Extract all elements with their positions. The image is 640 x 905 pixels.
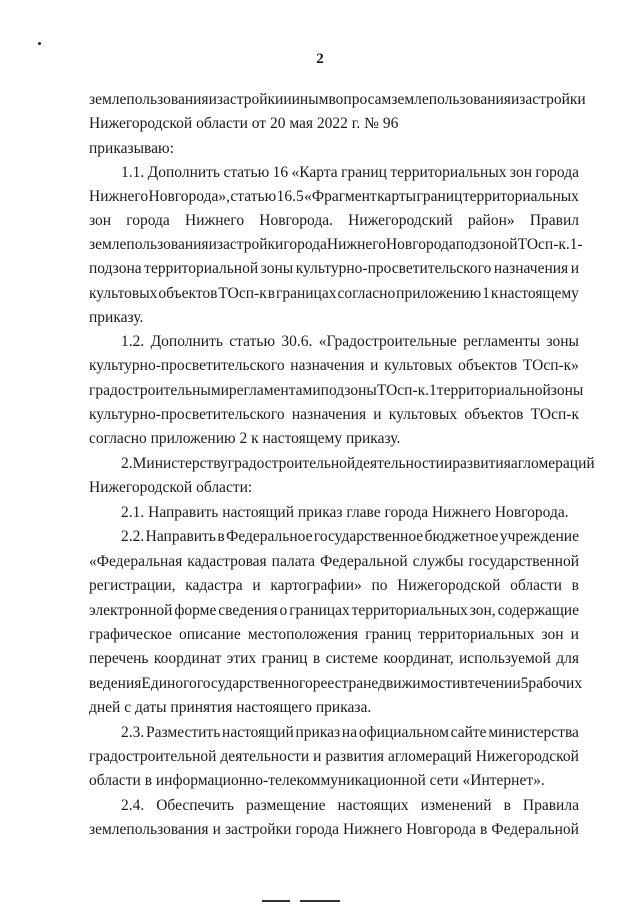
p11-line-4 xyxy=(89,236,583,254)
word: границах xyxy=(275,285,337,302)
word: «Карта xyxy=(291,164,338,181)
word: учреждение xyxy=(499,528,579,545)
word: в xyxy=(479,821,488,838)
word: объектов xyxy=(458,357,518,374)
word: Федеральной xyxy=(491,821,579,838)
word: картографии» xyxy=(270,577,362,594)
word: используемой xyxy=(458,650,551,667)
word: район» xyxy=(467,212,515,229)
word: ТОсп-к.1 xyxy=(376,382,437,399)
word: для xyxy=(556,650,579,667)
word: и xyxy=(208,91,217,108)
word: Новгорода», xyxy=(148,188,230,205)
word: назначения xyxy=(291,406,367,423)
word: в xyxy=(503,797,511,814)
word: службы xyxy=(412,553,464,570)
word: течении xyxy=(467,675,521,692)
word: ТОсп-к xyxy=(218,285,267,302)
word: Федеральной xyxy=(320,553,408,570)
word: вопросам xyxy=(328,91,392,108)
word: изменений xyxy=(420,797,492,814)
word: и xyxy=(208,236,217,253)
word: в xyxy=(312,650,321,667)
word: Новгорода xyxy=(385,236,456,253)
scan-artifact-2 xyxy=(300,900,340,902)
scan-artifact-1 xyxy=(262,900,290,902)
word: реестра xyxy=(312,675,364,692)
p2-line-2: Нижегородской области: xyxy=(89,479,253,496)
p12-line-4 xyxy=(89,406,579,424)
page-number: 2 xyxy=(316,51,324,67)
p22-line-7 xyxy=(89,675,583,693)
word: о xyxy=(279,602,288,619)
word: территориальных xyxy=(462,188,579,205)
word: бюджетное xyxy=(424,528,499,545)
p22-line-6 xyxy=(89,650,579,668)
p12-line-5: согласно приложению 2 к настоящему приказу. xyxy=(89,430,401,447)
p24-line-2 xyxy=(89,821,579,839)
word: зоны xyxy=(550,382,584,399)
word: территориальной xyxy=(436,382,551,399)
word: подзоной xyxy=(455,236,518,253)
word: приложению xyxy=(396,285,482,302)
word: границ xyxy=(416,188,463,205)
word: территориальных xyxy=(418,626,535,643)
word: Федеральное xyxy=(226,528,313,545)
word: Нижнего xyxy=(185,212,245,229)
word: и xyxy=(443,455,453,472)
word: границ xyxy=(365,626,412,643)
word: 16.5 xyxy=(276,188,304,205)
word: застройки xyxy=(224,821,292,838)
word: границ xyxy=(341,164,387,181)
p2-line-1 xyxy=(89,455,595,473)
word: министерства xyxy=(488,724,579,741)
word: графическое xyxy=(89,626,172,643)
word: государственного xyxy=(196,675,313,692)
word: содержащие xyxy=(497,602,579,619)
word: электронной xyxy=(89,602,173,619)
p11-line-1 xyxy=(89,164,579,182)
word: настоящий xyxy=(222,724,294,741)
word: развития xyxy=(452,455,511,472)
word: 2. xyxy=(121,455,133,472)
word: 2.2. xyxy=(121,528,145,545)
word: культовых xyxy=(89,285,158,302)
word: города xyxy=(126,212,170,229)
word: Дополнить xyxy=(147,164,221,181)
word: 5 xyxy=(520,675,529,692)
word: культовых xyxy=(384,357,453,374)
p22-line-4 xyxy=(89,602,579,620)
word: сайте xyxy=(450,724,487,741)
p21-line: 2.1. Направить настоящий приказ главе города Нижнего Новгорода. xyxy=(121,504,569,521)
word: 1.1. xyxy=(121,164,145,181)
word: в xyxy=(267,285,276,302)
word: области xyxy=(510,577,562,594)
word: 2.3. xyxy=(121,724,145,741)
word: регистрации, xyxy=(89,577,176,594)
p22-line-3 xyxy=(89,577,579,595)
p23-line-1 xyxy=(89,724,579,742)
word: «Градостроительные xyxy=(318,333,457,350)
word: подзоны xyxy=(320,382,377,399)
word: Министерству xyxy=(132,455,228,472)
p11-line-6 xyxy=(89,285,579,303)
word: настоящему xyxy=(499,285,579,302)
word: Нижнего xyxy=(326,236,386,253)
word: территориальной xyxy=(144,260,259,277)
word: официальном xyxy=(358,724,449,741)
p23-line-3: области в информационно-телекоммуникационной сети «Интернет». xyxy=(89,772,545,789)
p24-line-1 xyxy=(89,797,579,815)
word: на xyxy=(341,724,358,741)
p22-line-1 xyxy=(89,528,579,546)
word: и xyxy=(373,406,382,423)
word: Нижегородской xyxy=(475,748,579,765)
word: границ xyxy=(261,650,308,667)
word: 16 xyxy=(272,164,289,181)
word: палата xyxy=(271,553,316,570)
scan-speck xyxy=(38,42,41,45)
p11-line-7: приказу. xyxy=(89,309,144,326)
word: градостроительной xyxy=(89,748,217,765)
word: статью xyxy=(223,164,270,181)
word: и xyxy=(370,357,379,374)
word: землепользования xyxy=(391,91,511,108)
word: и xyxy=(570,626,579,643)
word: агломераций xyxy=(387,748,472,765)
word: города xyxy=(283,236,327,253)
word: - xyxy=(577,236,583,253)
word: ведения xyxy=(89,675,142,692)
word: агломераций xyxy=(510,455,595,472)
p12-line-3 xyxy=(89,382,584,400)
word: города xyxy=(295,821,339,838)
word: размещение xyxy=(245,797,326,814)
word: Правил xyxy=(529,212,579,229)
word: Дополнить xyxy=(150,333,223,350)
word: «Фрагмент xyxy=(304,188,377,205)
word: местоположения xyxy=(247,626,359,643)
word: системе xyxy=(325,650,378,667)
word: и xyxy=(283,91,292,108)
word: зон xyxy=(541,626,564,643)
p23-line-2 xyxy=(89,748,579,766)
word: в xyxy=(460,675,468,692)
word: Нижегородский xyxy=(348,212,453,229)
word: приказ xyxy=(295,724,341,741)
word: недвижимости xyxy=(363,675,461,692)
word: 30.6. xyxy=(281,333,313,350)
word: и xyxy=(212,821,221,838)
word: объектов xyxy=(464,406,524,423)
word: к xyxy=(490,285,499,302)
prikazyvayu: приказываю: xyxy=(89,140,174,157)
word: координат, xyxy=(383,650,454,667)
word: культурно-просветительского xyxy=(89,406,285,423)
word: 1.2. xyxy=(121,333,145,350)
word: 2.4. xyxy=(121,797,145,814)
para0-line-2: Нижегородской области от 20 мая 2022 г. № 96 xyxy=(89,115,399,132)
para0-line-1 xyxy=(89,91,586,109)
word: культурно-просветительского xyxy=(89,357,285,374)
word: ТОсп-к xyxy=(530,406,579,423)
word: ТОсп-к.1 xyxy=(517,236,578,253)
word: застройки xyxy=(216,236,284,253)
word: деятельности xyxy=(355,455,444,472)
word: Нижегородской xyxy=(397,577,501,594)
word: иным xyxy=(291,91,329,108)
word: деятельности xyxy=(220,748,310,765)
p22-line-2 xyxy=(89,553,579,571)
word: застройки xyxy=(216,91,284,108)
word: землепользования xyxy=(89,91,209,108)
word: и xyxy=(570,260,579,277)
word: градостроительной xyxy=(227,455,356,472)
p22-line-5 xyxy=(89,626,579,644)
word: подзона xyxy=(89,260,142,277)
word: ТОсп-к» xyxy=(522,357,579,374)
word: застройки xyxy=(519,91,586,108)
word: кадастровая xyxy=(187,553,267,570)
word: зоны xyxy=(546,333,579,350)
word: этих xyxy=(226,650,257,667)
word: в xyxy=(571,577,579,594)
word: градостроительными xyxy=(89,382,229,399)
p11-line-5 xyxy=(89,260,579,278)
word: статью xyxy=(229,333,276,350)
word: Единого xyxy=(141,675,197,692)
word: зон, xyxy=(469,602,496,619)
word: территориальных xyxy=(351,602,468,619)
word: перечень xyxy=(89,650,149,667)
word: и xyxy=(313,748,322,765)
word: кадастра xyxy=(185,577,243,594)
word: землепользования xyxy=(89,236,209,253)
word: 1 xyxy=(482,285,490,302)
word: настоящих xyxy=(337,797,409,814)
word: «Федеральная xyxy=(89,553,183,570)
word: Разместить xyxy=(146,724,221,741)
word: зон xyxy=(89,212,112,229)
word: государственное xyxy=(313,528,424,545)
word: назначения xyxy=(493,260,569,277)
p12-line-2 xyxy=(89,357,579,375)
word: координат xyxy=(153,650,222,667)
word: зон xyxy=(509,164,532,181)
word: по xyxy=(371,577,388,594)
word: Обеспечить xyxy=(156,797,234,814)
word: границах xyxy=(289,602,350,619)
word: статью xyxy=(230,188,277,205)
word: Новгорода xyxy=(406,821,476,838)
word: карты xyxy=(377,188,417,205)
p12-line-1 xyxy=(89,333,579,351)
word: территориальных xyxy=(390,164,507,181)
p22-line-8: дней с даты принятия настоящего приказа. xyxy=(89,699,372,716)
word: регламенты xyxy=(463,333,541,350)
word: описание xyxy=(178,626,241,643)
word: регламентами xyxy=(228,382,321,399)
p11-line-2 xyxy=(89,188,579,206)
word: Направить xyxy=(145,528,216,545)
p11-line-3 xyxy=(89,212,579,230)
word: развития xyxy=(325,748,384,765)
word: Правила xyxy=(522,797,579,814)
word: государственной xyxy=(468,553,579,570)
word: культурно-просветительского xyxy=(295,260,492,277)
word: культовых xyxy=(388,406,458,423)
word: Нижнего xyxy=(343,821,403,838)
word: землепользования xyxy=(89,821,209,838)
word: и xyxy=(252,577,261,594)
word: и xyxy=(510,91,520,108)
word: города xyxy=(535,164,579,181)
word: сведения xyxy=(218,602,278,619)
word: согласно xyxy=(337,285,396,302)
word: форме xyxy=(174,602,217,619)
word: зоны xyxy=(260,260,294,277)
word: объектов xyxy=(158,285,218,302)
word: в xyxy=(217,528,225,545)
word: Новгорода. xyxy=(259,212,333,229)
word: назначения xyxy=(290,357,365,374)
word: рабочих xyxy=(528,675,583,692)
word: Нижнего xyxy=(89,188,149,205)
